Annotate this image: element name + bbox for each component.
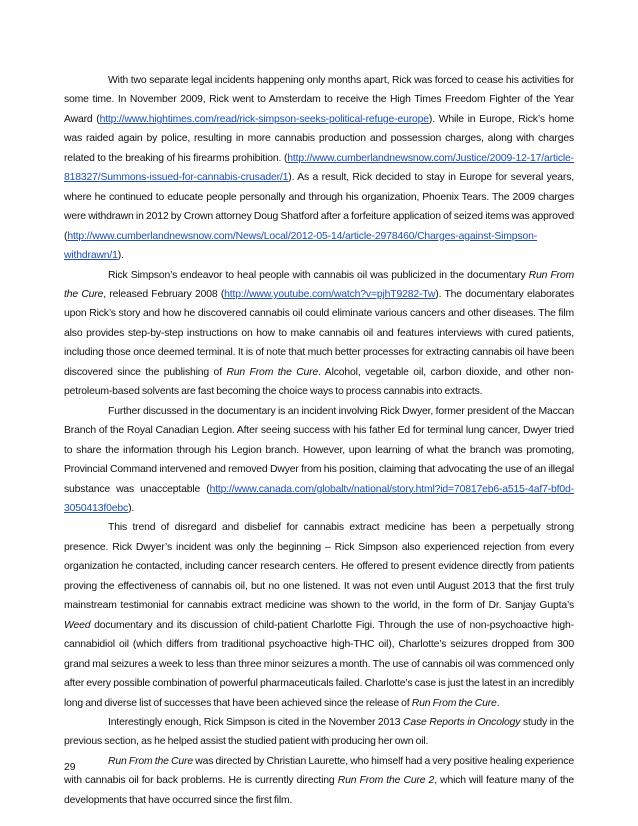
text-run: ). The documentary elaborates upon Rick’s story and how he discovered cannabis oil could eliminate various cancers and other diseases. The film also provides step-by-step instructions on how to make cannabis oil and features interviews with cured patients, including those once deemed terminal. It is of note that much better processes for extracting cannabis oil have been discovered since the publishing of xyxy=(64,288,575,378)
text-run: , released February 2008 ( xyxy=(103,288,225,300)
url-link[interactable]: http://www.cumberlandnewsnow.com/News/Local/2012-05-14/article-2978460/Charges-against-Simpson-withdrawn/1 xyxy=(64,230,538,262)
url-link[interactable]: http://www.youtube.com/watch?v=pjhT9282-Tw xyxy=(224,288,436,300)
text-run: documentary and its discussion of child-patient Charlotte Figi. Through the use of non-psychoactive high-cannabidiol oil (which differs from traditional psychoactive high-THC oil), Charlotte’s seizures dropped from 300 grand mal seizures a week to less than three minor seizures a month. The use of cannabis oil was commenced only after every possible combination of powerful pharmaceuticals failed. Charlotte’s case is just the latest in an incredibly long and diverse list of successes that have been achieved since the release of xyxy=(64,619,574,709)
text-run: With two separate legal incidents happening only months apart, Rick was forced to cease his activities for some time. In November 2009, Rick went to Amsterdam to receive the High Times Freedom Fighter of the Year Award ( xyxy=(64,75,574,125)
body-text xyxy=(64,71,574,810)
text-run: Further discussed in the documentary is an incident involving Rick Dwyer, former president of the Maccan Branch of the Royal Canadian Legion. After seeing success with his father Ed for terminal lung cancer, Dwyer tried to share the information through his Legion branch. However, upon learning of what the branch was promoting, Provincial Command intervened and removed Dwyer from his position, claiming that advocating the use of an illegal substance was unacceptable ( xyxy=(64,405,574,495)
text-run: . Alcohol, vegetable oil, carbon dioxide, and other non-petroleum-based solvents are fast becoming the choice ways to process cannabis into extracts. xyxy=(64,366,574,398)
text-run: . xyxy=(496,697,500,709)
text-run: Rick Simpson’s endeavor to heal people with cannabis oil was publicized in the documentary xyxy=(108,269,529,281)
page-number: 29 xyxy=(64,762,76,773)
paragraph xyxy=(64,71,574,266)
text-run: ). While in Europe, Rick’s home was raided again by police, resulting in more cannabis production and possession charges, along with charges related to the breaking of his firearms prohibition. ( xyxy=(64,113,574,164)
italic-title: Run From the Cure xyxy=(64,269,574,300)
italic-title: Run From the Cure xyxy=(226,366,319,378)
paragraph xyxy=(64,713,574,752)
text-run: ). xyxy=(117,250,124,262)
text-run: ). As a result, Rick decided to stay in Europe for several years, where he continued to educate people personally and through his organization, Phoenix Tears. The 2009 charges were withdrawn in 2012 by Crown attorney Doug Shatford after a forfeiture application of seized items was approved ( xyxy=(64,172,574,242)
paragraph xyxy=(64,752,574,810)
text-run: was directed by Christian Laurette, who himself had a very positive healing experience with cannabis oil for back problems. He is currently directing xyxy=(64,755,574,787)
url-link[interactable]: http://www.hightimes.com/read/rick-simpson-seeks-political-refuge-europe xyxy=(99,113,429,125)
url-link[interactable]: http://www.canada.com/globaltv/national/story.html?id=70817eb6-a515-4af7-bf0d-3050413f0ebc xyxy=(64,483,574,514)
italic-title: Run From the Cure 2 xyxy=(337,775,435,787)
text-run: study in the previous section, as he helped assist the studied patient with producing her own oil. xyxy=(64,716,575,748)
text-run: Interestingly enough, Rick Simpson is cited in the November 2013 xyxy=(108,716,404,728)
italic-title: Run From the Cure xyxy=(108,755,193,767)
paragraph xyxy=(64,266,574,402)
text-run: This trend of disregard and disbelief for cannabis extract medicine has been a perpetually strong presence. Rick Dwyer’s incident was only the beginning – Rick Simpson also experienced rejection from every organization he contacted, including cancer research centers. He offered to present evidence directly from patients proving the effectiveness of cannabis oil, but no one listened. It was not even until August 2013 that the first truly mainstream testimonial for cannabis extract medicine was shown to the world, in the form of Dr. Sanjay Gupta’s xyxy=(64,522,574,612)
text-run: ). xyxy=(128,502,135,514)
text-run: , which will feature many of the developments that have occurred since the first film. xyxy=(64,775,575,806)
paragraph xyxy=(64,518,574,713)
url-link[interactable]: http://www.cumberlandnewsnow.com/Justice/2009-12-17/article-818327/Summons-issued-for-cannabis-crusader/1 xyxy=(64,152,574,184)
italic-title: Weed xyxy=(64,619,91,631)
italic-title: Case Reports in Oncology xyxy=(403,716,521,728)
paragraph xyxy=(64,402,574,519)
italic-title: Run From the Cure xyxy=(411,697,497,709)
